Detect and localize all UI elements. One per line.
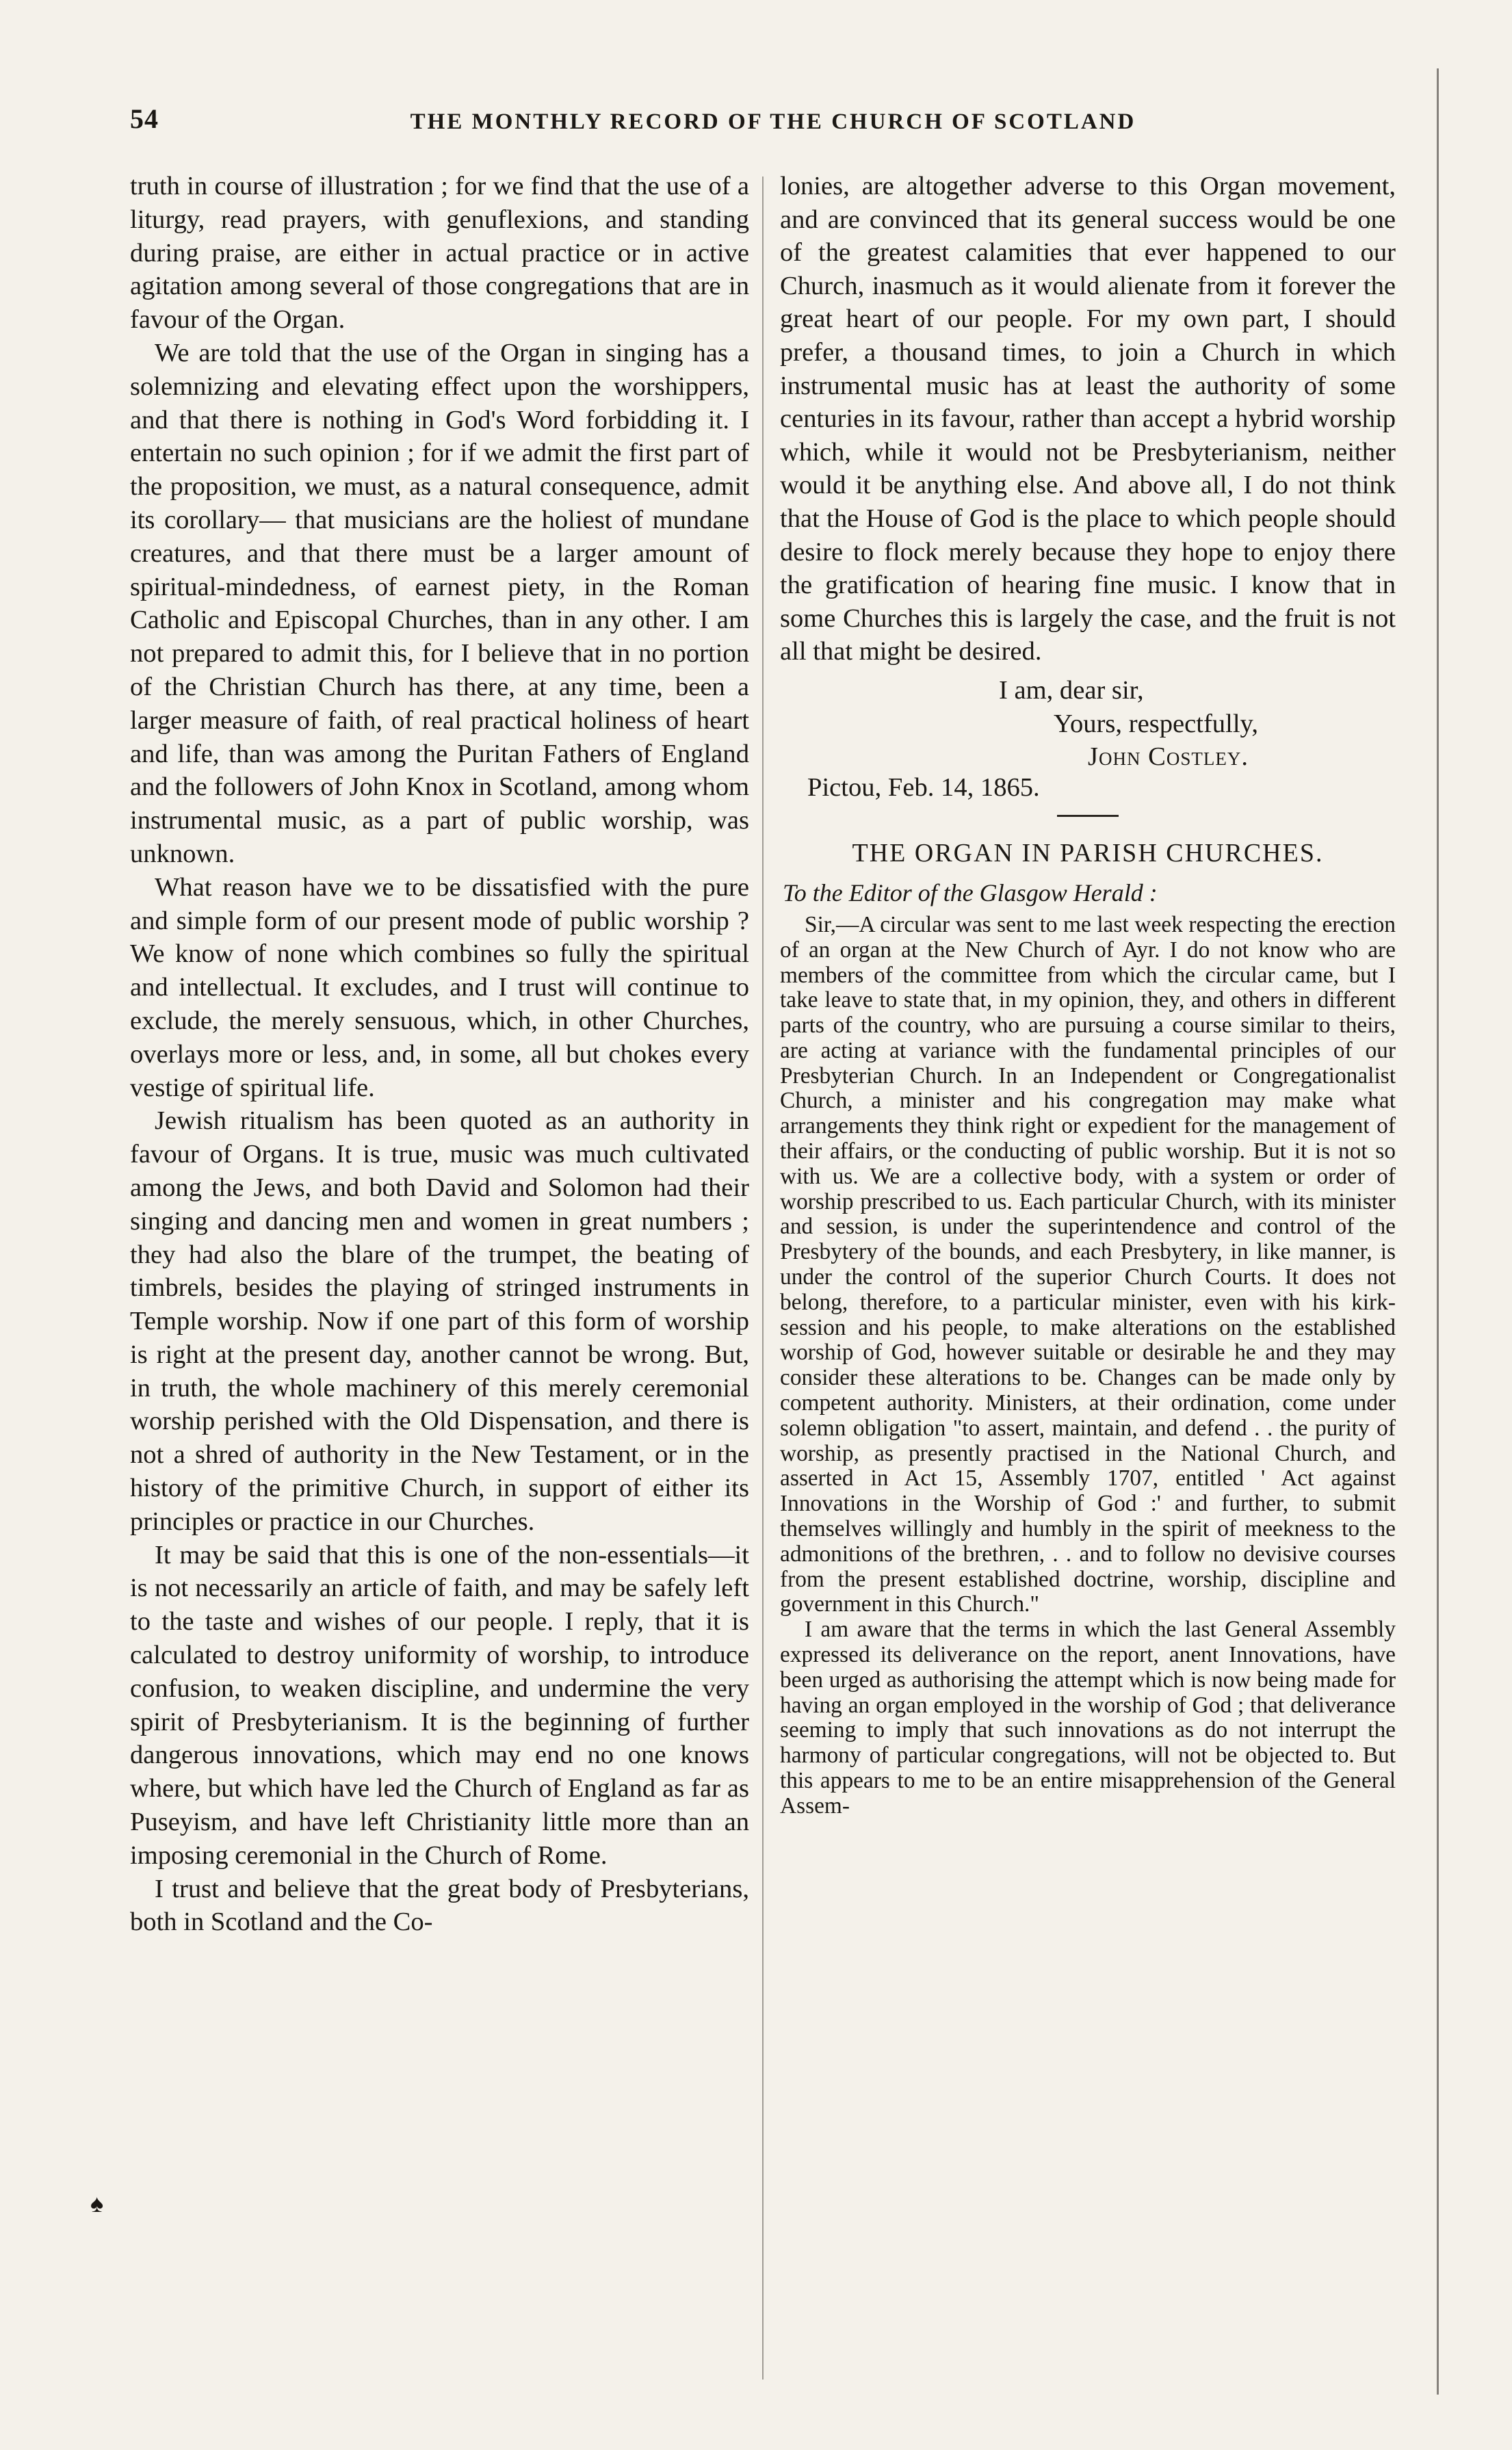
page-number: 54	[130, 103, 159, 134]
paragraph: I trust and believe that the great body of Presbyterians, both in Scotland and the Co-	[130, 1874, 749, 1937]
paragraph: We are told that the use of the Organ in singing has a solemnizing and elevating effect upon the worshippers, and that there is nothing in God's Word forbidding it. I entertain no such opinion ; for if we admit the first part of the proposition, we must, as a natural consequence, admit its corollary— that musicians are the holiest of mundane creatures, and that there must be a larger amount of spiritual-mindedness, of earnest piety, in the Roman Catholic and Episcopal Churches, than in any other. I am not prepared to admit this, for I believe that in no portion of the Christian Church has there, at any time, been a larger measure of faith, of real practical holiness of heart and life, than was among the Puritan Fathers of England and the followers of John Knox in Scotland, among whom instrumental music, as a part of public worship, was unknown.	[130, 338, 749, 868]
paragraph: Jewish ritualism has been quoted as an authority in favour of Organs. It is true, music was much cultivated among the Jews, and both David and Solomon had their singing and dancing men and women in great numbers ; they had also the blare of the trumpet, the beating of timbrels, besides the playing of stringed instruments in Temple worship. Now if one part of this form of worship is right at the present day, another cannot be wrong. But, in truth, the whole machinery of this merely ceremonial worship perished with the Old Dispensation, and there is not a shred of authority in the New Testament, or in the history of the primitive Church, in support of either its principles or practice in our Churches.	[130, 1106, 749, 1536]
margin-mark: ♠	[90, 2190, 104, 2217]
column-divider	[762, 177, 764, 2380]
section-rule	[1057, 815, 1119, 817]
paragraph: It may be said that this is one of the non-essentials—it is not necessarily an article of faith, and may be safely left to the taste and wishes of our people. I reply, that it is calculated to destroy uniformity of worship, to introduce confusion, to weaken discipline, and undermine the very spirit of Presbyterianism. It is the beginning of further dangerous innovations, which may end no one knows where, but which have led the Church of England as far as Puseyism, and have left Christianity little more than an imposing ceremonial in the Church of Rome.	[130, 1540, 749, 1870]
running-title: THE MONTHLY RECORD OF THE CHURCH OF SCOTLAND	[410, 109, 1136, 134]
left-column	[130, 170, 749, 1939]
letter-ending: lonies, are altogether adverse to this Organ movement, and are convinced that its general success would be one of the greatest calamities that ever happened to our Church, inasmuch as it would alienate from it forever the great heart of our people. For my own part, I should prefer, a thousand times, to join a Church in which instrumental music has at least the authority of some centuries in its favour, rather than accept a hybrid worship which, while it would not be Presbyterianism, neither would it be anything else. And above all, I do not think that the House of God is the place to which people should desire to flock merely because they hope to enjoy there the gratification of hearing fine music. I know that in some Churches this is largely the case, and the fruit is not all that might be desired.	[780, 172, 1396, 666]
article-title: THE ORGAN IN PARISH CHURCHES.	[852, 838, 1324, 868]
closing-line: I am, dear sir,	[999, 675, 1144, 705]
place-date: Pictou, Feb. 14, 1865.	[807, 772, 1040, 802]
addressee: To the Editor of the Glasgow Herald :	[783, 878, 1158, 907]
signature: John Costley.	[1088, 742, 1249, 771]
right-column	[780, 170, 1396, 1819]
article-paragraph: Sir,—A circular was sent to me last week respecting the erection of an organ at the New Church of Ayr. I do not know who are members of the committee from which the circular came, but I take leave to state that, in my opinion, they, and others in different parts of the country, who are pursuing a course similar to theirs, are acting at variance with the fundamental principles of our Presbyterian Church. In an Independent or Congregationalist Church, a minister and his congregation may make what arrangements they think right or expedient for the management of their affairs, or the conducting of public worship. But it is not so with us. We are a collective body, with a system or order of worship prescribed to us. Each particular Church, with its minister and session, is under the superintendence and control of the Presbytery of the bounds, and each Presbytery, in like manner, is under the control of the superior Church Courts. It does not belong, therefore, to a particular minister, even with his kirk-session and his people, to make alterations on the established worship of God, however suitable or desirable he and they may consider these alterations to be. Changes can be made only by competent authority. Ministers, at their ordination, come under solemn obligation "to assert, maintain, and defend . . the purity of worship, as presently practised in the National Church, and asserted in Act 15, Assembly 1707, entitled ' Act against Innovations in the Worship of God :' and further, to submit themselves willingly and humbly in the spirit of meekness to the admonitions of the brethren, . . and to follow no devisive courses from the present established doctrine, worship, discipline and government in this Church."	[780, 911, 1396, 1617]
article-paragraph: I am aware that the terms in which the last General Assembly expressed its deliverance on the report, anent Innovations, have been urged as authorising the attempt which is now being made for having an organ employed in the worship of God ; that deliverance seeming to imply that such innovations as do not interrupt the harmony of particular congregations, will not be objected to. But this appears to me to be an entire misapprehension of the General Assem-	[780, 1617, 1396, 1819]
page-edge-rule	[1437, 68, 1439, 2395]
letter-signoff	[780, 668, 1396, 809]
valediction: Yours, respectfully,	[1054, 709, 1258, 738]
paragraph: What reason have we to be dissatisfied with the pure and simple form of our present mode of public worship ? We know of none which combines so fully the spiritual and intellectual. It excludes, and I trust will continue to exclude, the merely sensuous, which, in other Churches, overlays more or less, and, in some, all but chokes every vestige of spiritual life.	[130, 872, 749, 1102]
paragraph: truth in course of illustration ; for we find that the use of a liturgy, read prayers, with genuflexions, and standing during praise, are either in actual practice or in active agitation among several of those congregations that are in favour of the Organ.	[130, 172, 749, 335]
